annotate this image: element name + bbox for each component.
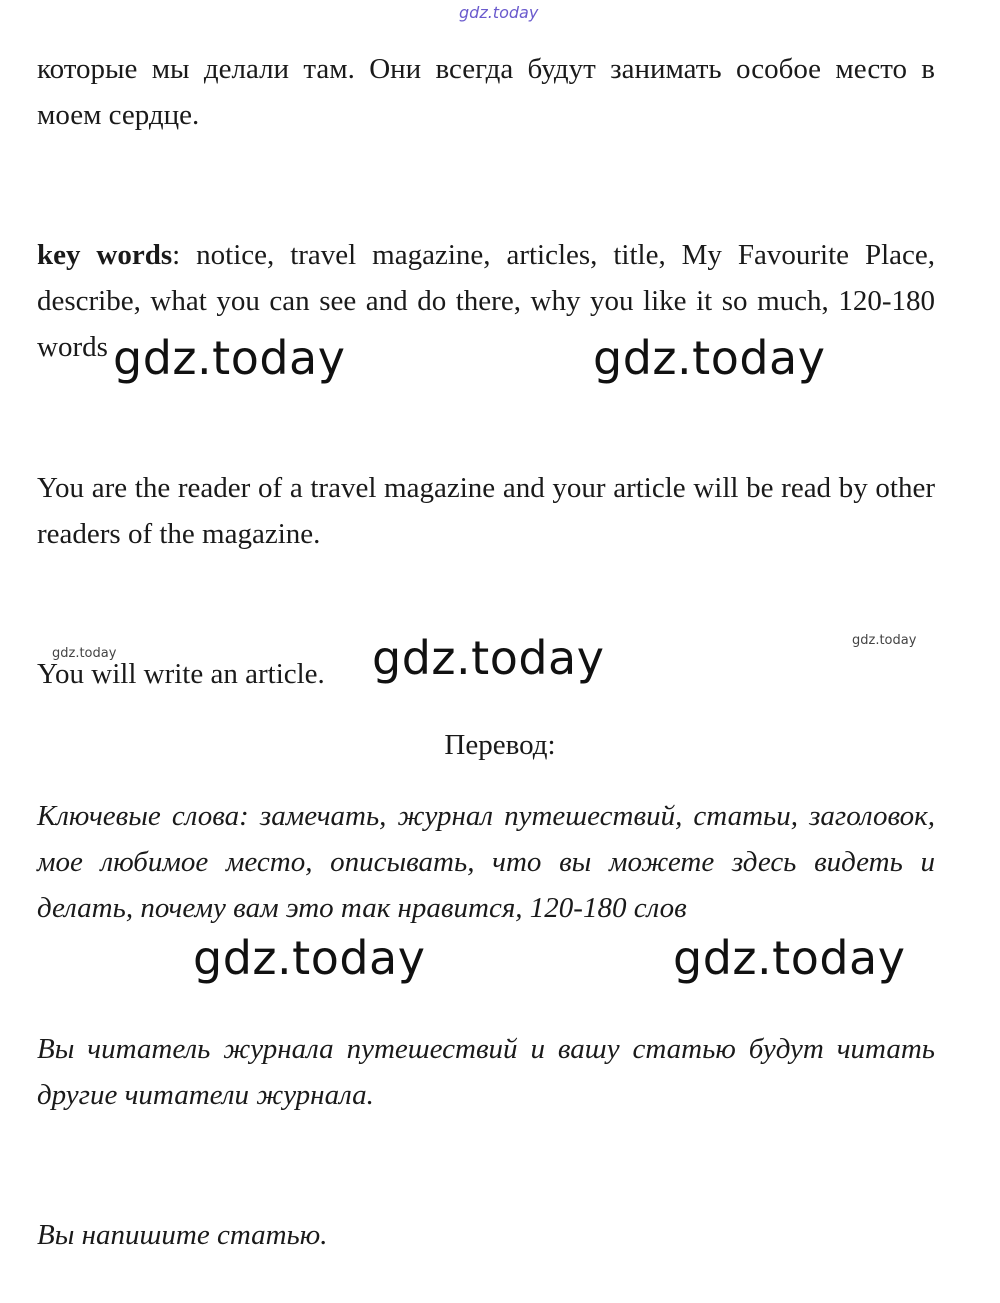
key-words-text: : notice, travel magazine, articles, title, My Favourite Place, describe, what you can see and do there, why you like it so much, 120-180 words xyxy=(37,239,935,363)
translation-reader-paragraph: Вы читатель журнала путешествий и вашу статью будут читать другие читатели журнала. xyxy=(37,1033,935,1111)
translation-key-words-paragraph: Ключевые слова: замечать, журнал путешествий, статьи, заголовок, мое любимое место, описывать, что вы можете здесь видеть и делать, почему вам это так нравится, 120-180 слов xyxy=(37,800,935,924)
watermark-large: gdz.today xyxy=(372,631,605,685)
watermark-top: gdz.today xyxy=(459,3,539,22)
reader-paragraph: You are the reader of a travel magazine and your article will be read by other readers of the magazine. xyxy=(37,472,935,550)
watermark-small: gdz.today xyxy=(852,633,917,648)
translation-heading: Перевод: xyxy=(444,729,556,761)
task-paragraph: You will write an article. xyxy=(37,658,325,690)
continuation-paragraph: которые мы делали там. Они всегда будут занимать особое место в моем сердце. xyxy=(37,53,935,131)
translation-task-paragraph: Вы напишите статью. xyxy=(37,1219,328,1251)
watermark-large: gdz.today xyxy=(673,931,906,985)
key-words-label: key words xyxy=(37,239,173,271)
watermark-large: gdz.today xyxy=(193,931,426,985)
watermark-small: gdz.today xyxy=(52,646,117,661)
watermark-large: gdz.today xyxy=(593,331,826,385)
watermark-large: gdz.today xyxy=(113,331,346,385)
